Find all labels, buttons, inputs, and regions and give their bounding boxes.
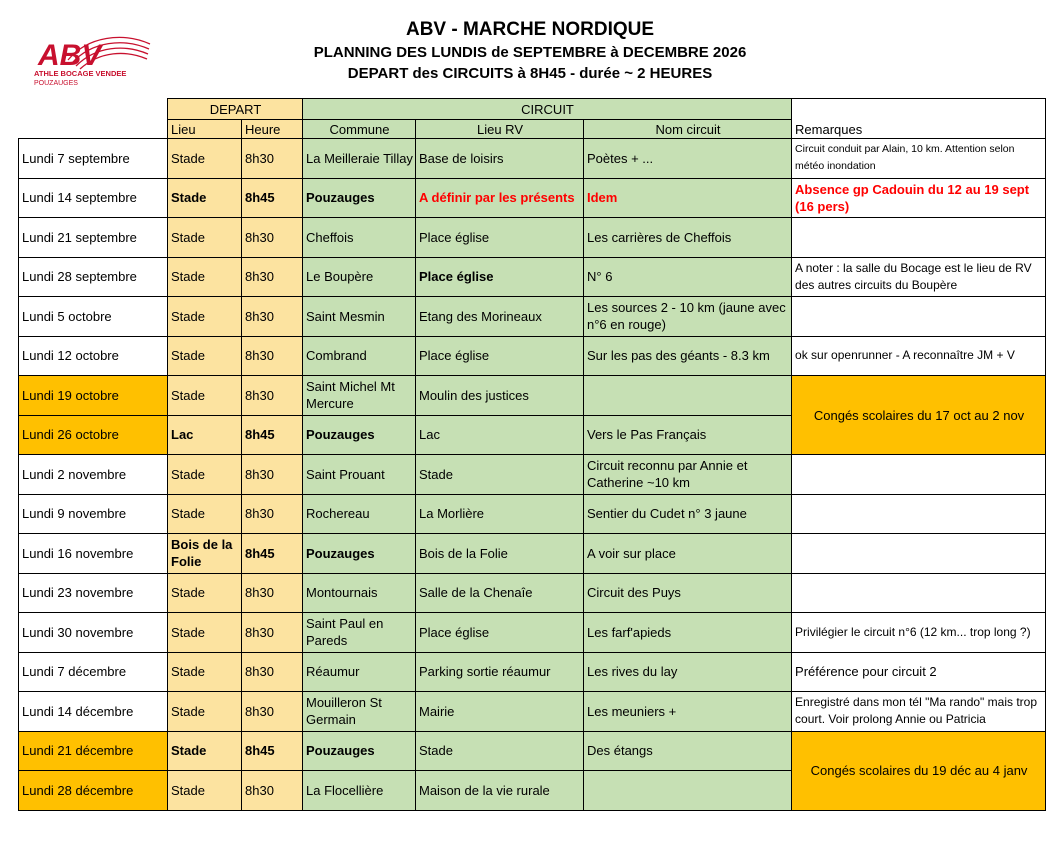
date-cell: Lundi 5 octobre	[19, 297, 168, 337]
lieu-rv-cell: Place église	[416, 336, 584, 376]
circuit-cell: Les meuniers +	[584, 692, 792, 732]
lieu-cell: Stade	[168, 297, 242, 337]
table-row	[19, 573, 1046, 613]
date-cell: Lundi 16 novembre	[19, 534, 168, 574]
circuit-cell: Sur les pas des géants - 8.3 km	[584, 336, 792, 376]
lieu-cell: Lac	[168, 415, 242, 455]
remarque-cell	[792, 573, 1046, 613]
lieu-cell: Stade	[168, 455, 242, 495]
heure-cell: 8h30	[242, 218, 303, 258]
commune-cell: Pouzauges	[303, 415, 416, 455]
lieu-rv-cell: Bois de la Folie	[416, 534, 584, 574]
table-row	[19, 455, 1046, 495]
page-subtitle-2: DEPART des CIRCUITS à 8H45 - durée ~ 2 HEURES	[347, 65, 713, 82]
lieu-cell: Stade	[168, 731, 242, 771]
lieu-rv-header: Lieu RV	[416, 120, 584, 139]
circuit-group-header: CIRCUIT	[303, 99, 792, 120]
lieu-cell: Stade	[168, 692, 242, 732]
heure-cell: 8h45	[242, 415, 303, 455]
circuit-cell: A voir sur place	[584, 534, 792, 574]
remarque-cell-vacation: Congés scolaires du 19 déc au 4 janv	[792, 731, 1046, 810]
heure-cell: 8h30	[242, 692, 303, 732]
commune-cell: Réaumur	[303, 652, 416, 692]
date-cell: Lundi 2 novembre	[19, 455, 168, 495]
remarque-cell: Préférence pour circuit 2	[792, 652, 1046, 692]
date-cell: Lundi 19 octobre	[19, 376, 168, 416]
header-row-groups	[19, 99, 1046, 120]
table-row	[19, 613, 1046, 653]
lieu-rv-cell: Base de loisirs	[416, 139, 584, 179]
planning-table	[18, 98, 1046, 811]
heure-header: Heure	[242, 120, 303, 139]
table-row	[19, 178, 1046, 218]
lieu-cell: Bois de la Folie	[168, 534, 242, 574]
circuit-cell: Circuit des Puys	[584, 573, 792, 613]
circuit-cell: Des étangs	[584, 731, 792, 771]
lieu-rv-cell: Etang des Morineaux	[416, 297, 584, 337]
date-cell: Lundi 28 septembre	[19, 257, 168, 297]
lieu-cell: Stade	[168, 257, 242, 297]
document-header	[250, 18, 810, 84]
circuit-cell: Les sources 2 - 10 km (jaune avec n°6 en rouge)	[584, 297, 792, 337]
circuit-cell	[584, 771, 792, 811]
lieu-rv-cell: Stade	[416, 455, 584, 495]
table-row	[19, 494, 1046, 534]
remarque-cell	[792, 297, 1046, 337]
circuit-cell: Les carrières de Cheffois	[584, 218, 792, 258]
lieu-rv-cell: Lac	[416, 415, 584, 455]
lieu-rv-cell: La Morlière	[416, 494, 584, 534]
circuit-cell	[584, 376, 792, 416]
lieu-cell: Stade	[168, 178, 242, 218]
remarque-cell	[792, 218, 1046, 258]
lieu-rv-cell: Place église	[416, 218, 584, 258]
circuit-cell: Idem	[584, 178, 792, 218]
date-cell: Lundi 30 novembre	[19, 613, 168, 653]
remarque-cell-vacation: Congés scolaires du 17 oct au 2 nov	[792, 376, 1046, 455]
date-cell: Lundi 21 décembre	[19, 731, 168, 771]
heure-cell: 8h30	[242, 257, 303, 297]
lieu-cell: Stade	[168, 652, 242, 692]
page-subtitle: PLANNING DES LUNDIS de SEPTEMBRE à DECEMBRE 2026	[313, 44, 747, 61]
heure-cell: 8h30	[242, 613, 303, 653]
commune-header: Commune	[303, 120, 416, 139]
commune-cell: Saint Prouant	[303, 455, 416, 495]
lieu-rv-cell: Place église	[416, 613, 584, 653]
remarques-header: Remarques	[792, 99, 1046, 139]
circuit-cell: N° 6	[584, 257, 792, 297]
commune-cell: Cheffois	[303, 218, 416, 258]
remarque-cell	[792, 534, 1046, 574]
lieu-rv-cell: Salle de la Chenaîe	[416, 573, 584, 613]
lieu-cell: Stade	[168, 336, 242, 376]
heure-cell: 8h45	[242, 731, 303, 771]
commune-cell: Rochereau	[303, 494, 416, 534]
circuit-cell: Sentier du Cudet n° 3 jaune	[584, 494, 792, 534]
date-cell: Lundi 14 décembre	[19, 692, 168, 732]
commune-cell: Pouzauges	[303, 534, 416, 574]
lieu-cell: Stade	[168, 218, 242, 258]
heure-cell: 8h45	[242, 178, 303, 218]
commune-cell: La Flocellière	[303, 771, 416, 811]
lieu-cell: Stade	[168, 139, 242, 179]
heure-cell: 8h30	[242, 336, 303, 376]
heure-cell: 8h30	[242, 573, 303, 613]
table-row	[19, 297, 1046, 337]
nom-circuit-header: Nom circuit	[584, 120, 792, 139]
remarque-cell	[792, 455, 1046, 495]
circuit-cell: Les rives du lay	[584, 652, 792, 692]
commune-cell: Montournais	[303, 573, 416, 613]
commune-cell: Saint Mesmin	[303, 297, 416, 337]
commune-cell: Le Boupère	[303, 257, 416, 297]
date-cell: Lundi 12 octobre	[19, 336, 168, 376]
date-cell: Lundi 23 novembre	[19, 573, 168, 613]
remarque-cell: Enregistré dans mon tél "Ma rando" mais trop court. Voir prolong Annie ou Patricia	[792, 692, 1046, 732]
table-row	[19, 257, 1046, 297]
circuit-cell: Vers le Pas Français	[584, 415, 792, 455]
date-cell: Lundi 9 novembre	[19, 494, 168, 534]
table-row	[19, 731, 1046, 771]
abv-logo	[28, 30, 153, 92]
lieu-cell: Stade	[168, 494, 242, 534]
table-row	[19, 692, 1046, 732]
lieu-cell: Stade	[168, 376, 242, 416]
lieu-cell: Stade	[168, 573, 242, 613]
lieu-rv-cell: Moulin des justices	[416, 376, 584, 416]
lieu-header: Lieu	[168, 120, 242, 139]
logo-letters: ABV	[38, 39, 102, 72]
date-cell: Lundi 28 décembre	[19, 771, 168, 811]
date-cell: Lundi 7 septembre	[19, 139, 168, 179]
depart-group-header: DEPART	[168, 99, 303, 120]
table-row	[19, 139, 1046, 179]
heure-cell: 8h30	[242, 494, 303, 534]
heure-cell: 8h30	[242, 297, 303, 337]
logo-line2: POUZAUGES	[34, 80, 78, 87]
commune-cell: Pouzauges	[303, 178, 416, 218]
date-cell: Lundi 26 octobre	[19, 415, 168, 455]
lieu-rv-cell: Parking sortie réaumur	[416, 652, 584, 692]
lieu-rv-cell: Stade	[416, 731, 584, 771]
commune-cell: Mouilleron St Germain	[303, 692, 416, 732]
remarque-cell	[792, 494, 1046, 534]
heure-cell: 8h45	[242, 534, 303, 574]
page-title: ABV - MARCHE NORDIQUE	[405, 19, 655, 40]
table-row	[19, 652, 1046, 692]
logo-line1: ATHLE BOCAGE VENDEE	[34, 69, 127, 78]
lieu-cell: Stade	[168, 771, 242, 811]
heure-cell: 8h30	[242, 139, 303, 179]
commune-cell: Saint Paul en Pareds	[303, 613, 416, 653]
heure-cell: 8h30	[242, 376, 303, 416]
table-row	[19, 376, 1046, 416]
date-cell: Lundi 21 septembre	[19, 218, 168, 258]
commune-cell: Combrand	[303, 336, 416, 376]
lieu-rv-cell: Mairie	[416, 692, 584, 732]
lieu-rv-cell: Place église	[416, 257, 584, 297]
commune-cell: Pouzauges	[303, 731, 416, 771]
table-row	[19, 534, 1046, 574]
commune-cell: La Meilleraie Tillay	[303, 139, 416, 179]
circuit-cell: Les farf'apieds	[584, 613, 792, 653]
date-cell: Lundi 14 septembre	[19, 178, 168, 218]
heure-cell: 8h30	[242, 455, 303, 495]
remarque-cell: Absence gp Cadouin du 12 au 19 sept (16 pers)	[792, 178, 1046, 218]
remarque-cell: ok sur openrunner - A reconnaître JM + V	[792, 336, 1046, 376]
circuit-cell: Poètes + ...	[584, 139, 792, 179]
table-row	[19, 336, 1046, 376]
commune-cell: Saint Michel Mt Mercure	[303, 376, 416, 416]
circuit-cell: Circuit reconnu par Annie et Catherine ~10 km	[584, 455, 792, 495]
table-row	[19, 218, 1046, 258]
remarque-cell: A noter : la salle du Bocage est le lieu de RV des autres circuits du Boupère	[792, 257, 1046, 297]
lieu-cell: Stade	[168, 613, 242, 653]
remarque-cell: Privilégier le circuit n°6 (12 km... trop long ?)	[792, 613, 1046, 653]
lieu-rv-cell: A définir par les présents	[416, 178, 584, 218]
heure-cell: 8h30	[242, 771, 303, 811]
remarque-cell: Circuit conduit par Alain, 10 km. Attention selon météo inondation	[792, 139, 1046, 179]
lieu-rv-cell: Maison de la vie rurale	[416, 771, 584, 811]
heure-cell: 8h30	[242, 652, 303, 692]
date-cell: Lundi 7 décembre	[19, 652, 168, 692]
